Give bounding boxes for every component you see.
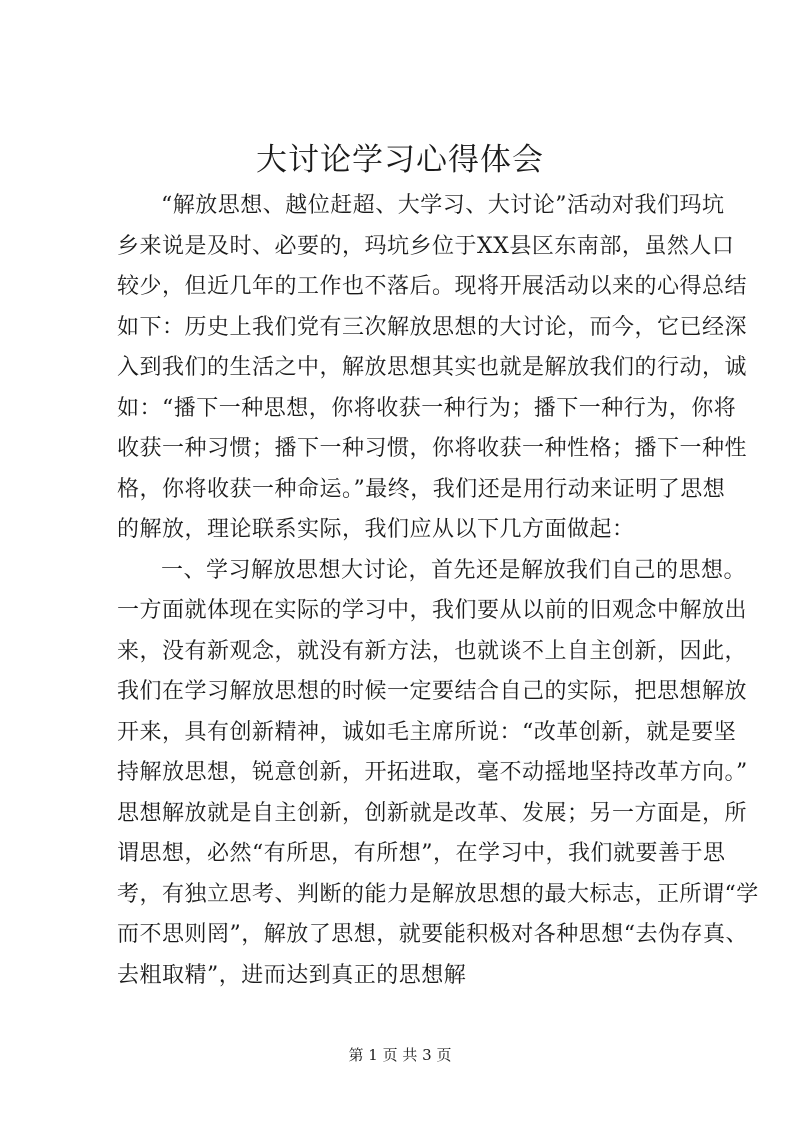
body-line: 格，你将收获一种命运。”最终，我们还是用行动来证明了思想: [117, 476, 726, 502]
body-line: 持解放思想，锐意创新，开拓进取，毫不动摇地坚持改革方向。”: [117, 760, 748, 785]
body-line: 谓思想，必然“有所思，有所想”，在学习中，我们就要善于思: [117, 841, 726, 866]
body-line: “解放思想、越位赶超、大学习、大讨论”活动对我们玛坑: [161, 193, 725, 218]
document-body: [117, 186, 759, 996]
body-line: 如下：历史上我们党有三次解放思想的大讨论，而今，它已经深: [117, 314, 748, 340]
body-line: 思想解放就是自主创新，创新就是改革、发展；另一方面是，所: [117, 800, 748, 826]
body-line: 入到我们的生活之中，解放思想其实也就是解放我们的行动，诚: [117, 355, 748, 380]
body-line: 一方面就体现在实际的学习中，我们要从以前的旧观念中解放出: [117, 598, 748, 623]
body-line: 一、学习解放思想大讨论，首先还是解放我们自己的思想。: [161, 557, 747, 583]
body-line: 我们在学习解放思想的时候一定要结合自己的实际，把思想解放: [117, 679, 748, 704]
page-number-footer: 第 1 页 共 3 页: [348, 1046, 452, 1064]
body-line: 开来，具有创新精神，诚如毛主席所说：“改革创新，就是要坚: [117, 719, 737, 745]
body-line: 较少，但近几年的工作也不落后。现将开展活动以来的心得总结: [117, 274, 748, 299]
body-line: 收获一种习惯；播下一种习惯，你将收获一种性格；播下一种性: [117, 436, 748, 461]
body-line: 去粗取精”，进而达到真正的思想解: [117, 962, 467, 988]
body-line: 的解放，理论联系实际，我们应从以下几方面做起：: [117, 517, 635, 542]
body-line: 如：“播下一种思想，你将收获一种行为；播下一种行为，你将: [117, 395, 737, 421]
body-line: 来，没有新观念，就没有新方法，也就谈不上自主创新，因此，: [117, 638, 748, 664]
document-title: 大讨论学习心得体会: [256, 142, 544, 178]
body-line: 考，有独立思考、判断的能力是解放思想的最大标志，正所谓“学: [117, 881, 759, 907]
body-line: 乡来说是及时、必要的，玛坑乡位于XX县区东南部，虽然人口: [117, 233, 735, 259]
body-line: 而不思则罔”，解放了思想，就要能积极对各种思想“去伪存真、: [117, 922, 748, 947]
